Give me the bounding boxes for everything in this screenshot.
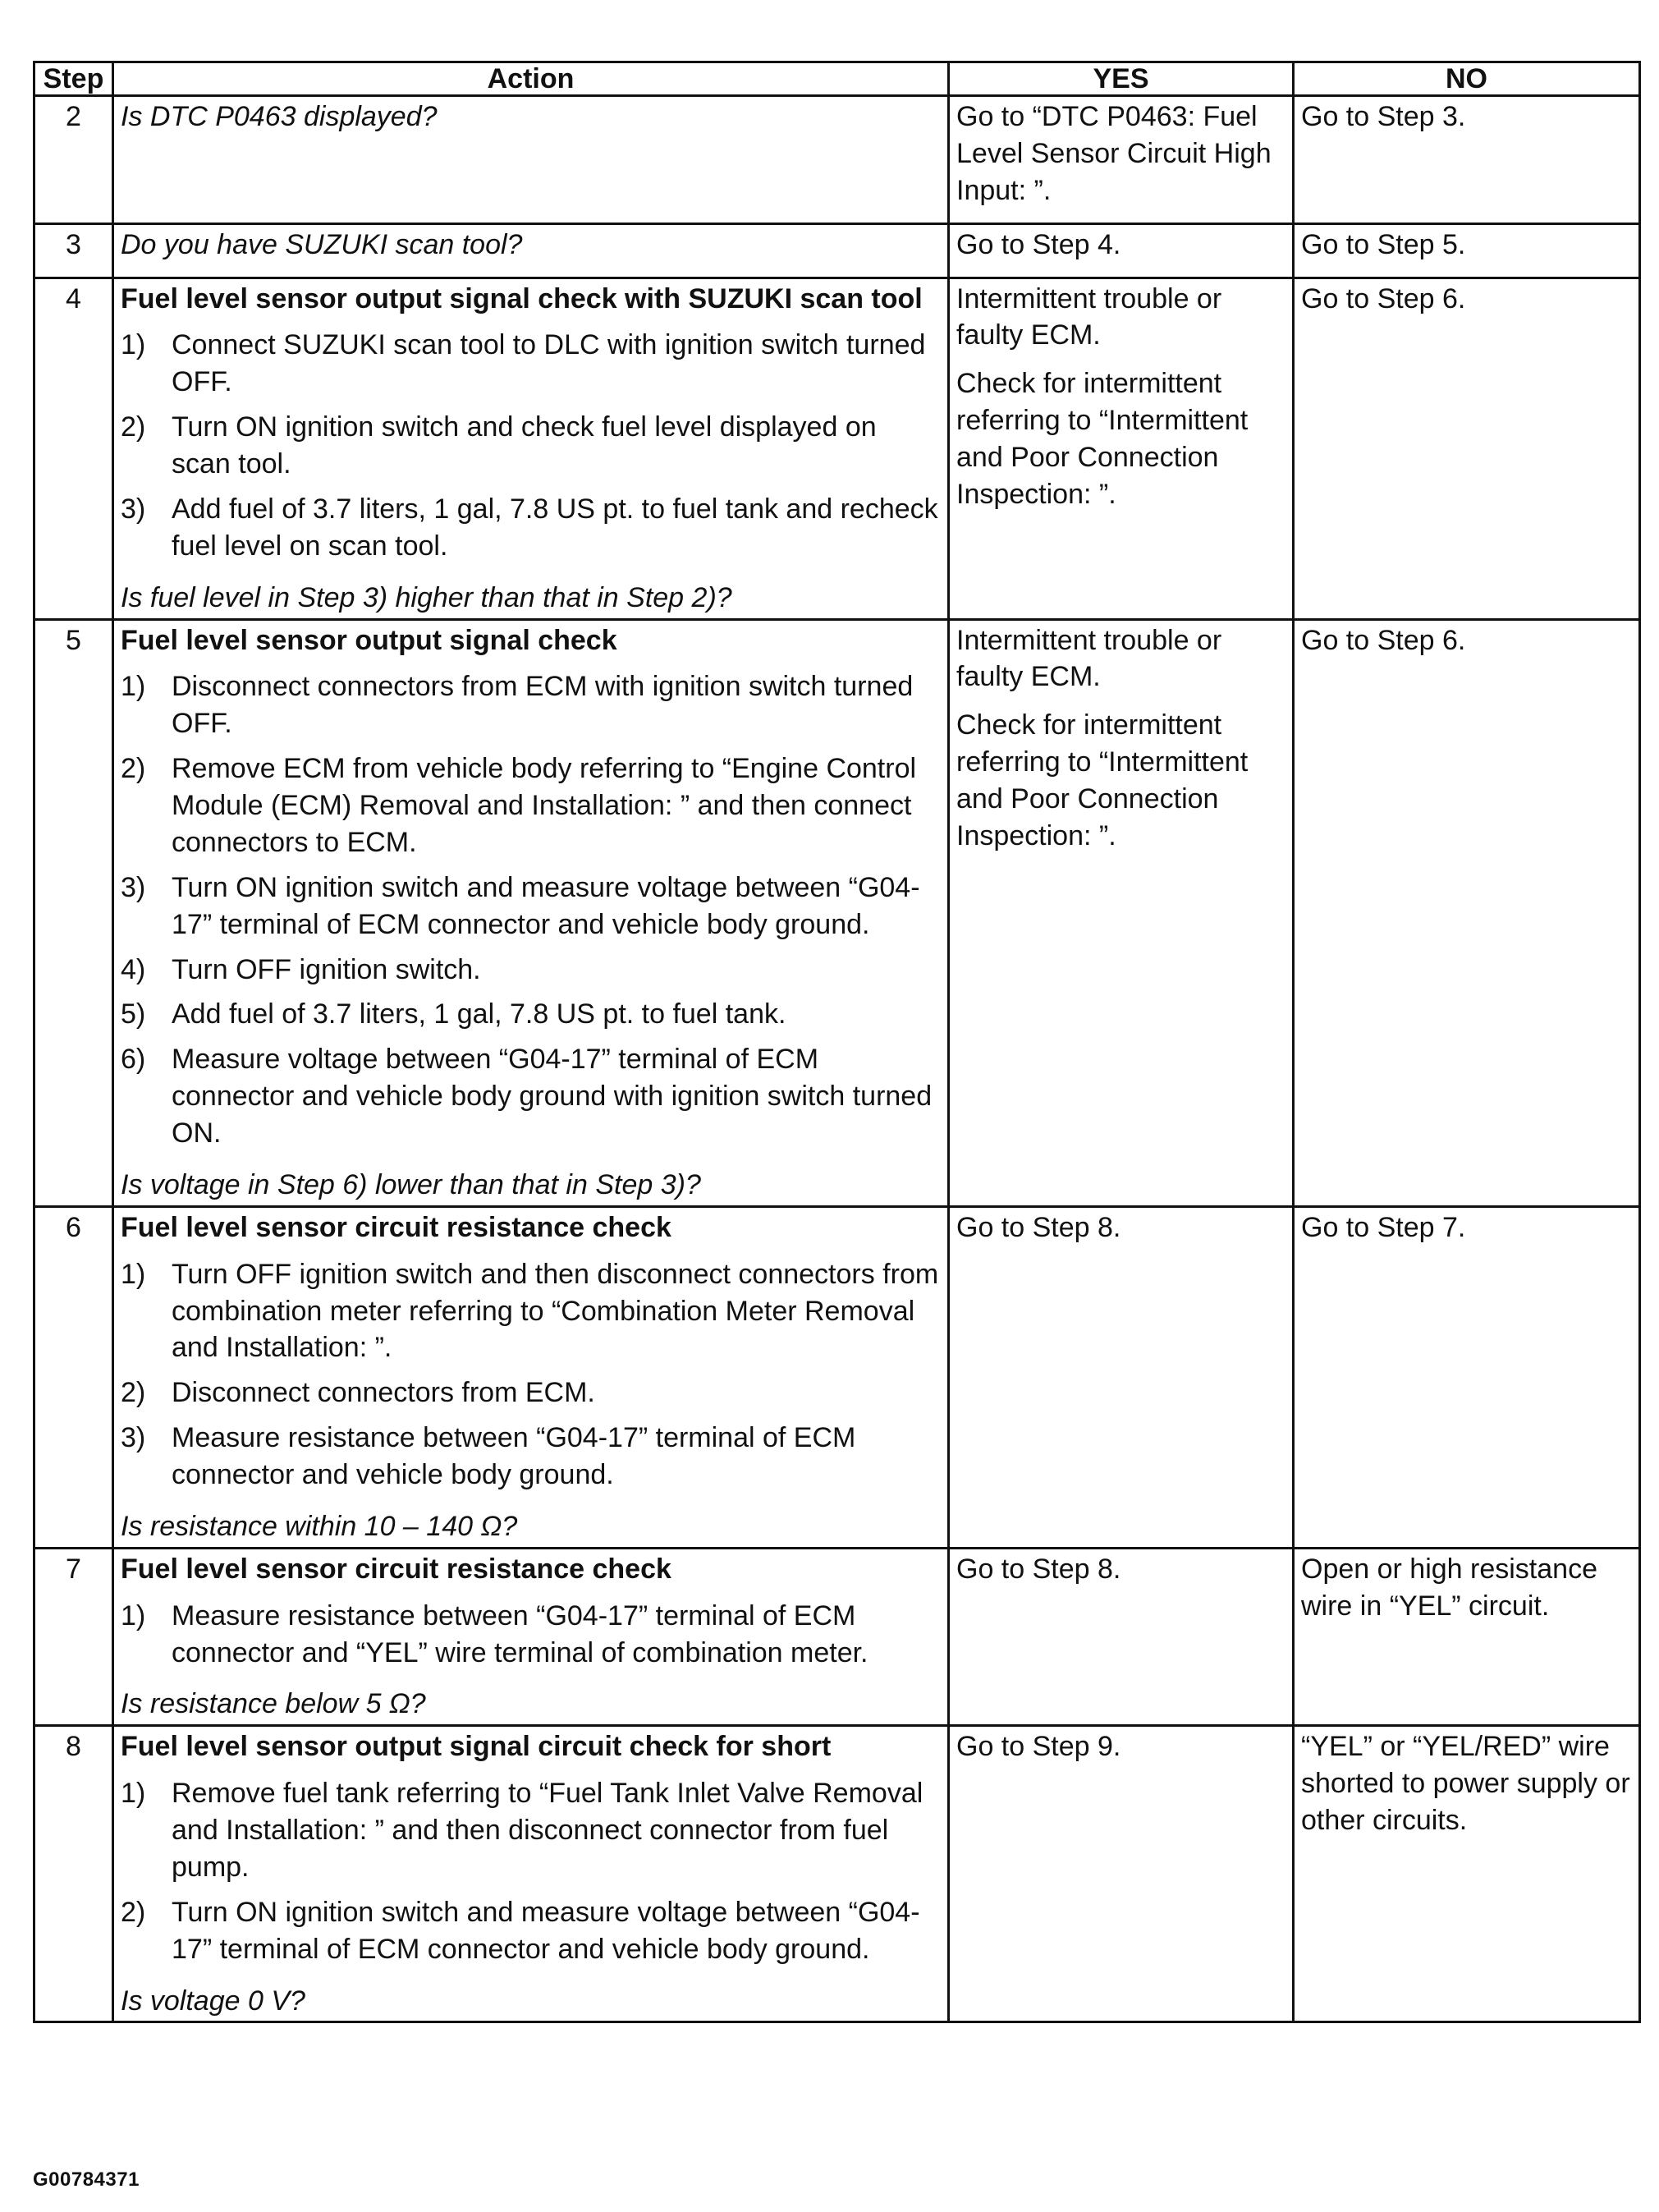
procedure-item-number: 5) xyxy=(121,998,146,1030)
procedure-item-text: Remove ECM from vehicle body referring to “Engine Control Module (ECM) Removal and Installation: ” and then connect connectors to ECM. xyxy=(172,753,917,858)
action-cell xyxy=(113,619,949,1206)
procedure-item xyxy=(121,1894,941,1968)
check-question: Is resistance below 5 Ω? xyxy=(121,1688,426,1720)
procedure-item xyxy=(121,1374,941,1411)
yes-result-text: Go to Step 4. xyxy=(956,228,1121,260)
procedure-item-text: Disconnect connectors from ECM. xyxy=(172,1377,595,1409)
action-title: Fuel level sensor output signal circuit check for short xyxy=(121,1731,832,1763)
no-cell: “YEL” or “YEL/RED” wire shorted to power supply or other circuits. xyxy=(1294,1726,1640,2022)
no-column-header: NO xyxy=(1294,62,1640,96)
yes-result-text: Go to Step 9. xyxy=(956,1731,1121,1763)
procedure-list xyxy=(121,1598,941,1672)
yes-column-header: YES xyxy=(949,62,1294,96)
check-question: Is DTC P0463 displayed? xyxy=(121,101,438,133)
yes-cell xyxy=(949,1726,1294,2022)
yes-cell xyxy=(949,278,1294,619)
check-question: Is resistance within 10 – 140 Ω? xyxy=(121,1510,518,1542)
procedure-item-number: 4) xyxy=(121,953,146,985)
procedure-item-number: 2) xyxy=(121,753,146,785)
procedure-item xyxy=(121,1598,941,1672)
procedure-item-text: Turn OFF ignition switch and then disconnect connectors from combination meter referring to “Combination Meter Removal and Installation: ”. xyxy=(172,1258,939,1364)
procedure-item xyxy=(121,491,941,565)
procedure-item-number: 1) xyxy=(121,329,146,361)
action-title: Fuel level sensor output signal check xyxy=(121,624,617,656)
no-cell: Open or high resistance wire in “YEL” circuit. xyxy=(1294,1548,1640,1726)
procedure-item-text: Remove fuel tank referring to “Fuel Tank Inlet Valve Removal and Installation: ” and then disconnect connector from fuel pump. xyxy=(172,1778,923,1883)
procedure-item-number: 1) xyxy=(121,671,146,703)
table-row xyxy=(34,1726,1640,2022)
procedure-item-number: 1) xyxy=(121,1778,146,1810)
procedure-item-number: 3) xyxy=(121,871,146,903)
procedure-item xyxy=(121,750,941,861)
action-cell xyxy=(113,223,949,278)
action-column-header: Action xyxy=(113,62,949,96)
step-number: 3 xyxy=(34,223,113,278)
procedure-item-text: Measure resistance between “G04-17” terminal of ECM connector and vehicle body ground. xyxy=(172,1422,856,1491)
procedure-item-text: Turn ON ignition switch and measure voltage between “G04-17” terminal of ECM connector and vehicle body ground. xyxy=(172,1896,920,1965)
step-column-header: Step xyxy=(34,62,113,96)
yes-cell xyxy=(949,619,1294,1206)
procedure-item-number: 3) xyxy=(121,1422,146,1454)
procedure-item-text: Measure resistance between “G04-17” terminal of ECM connector and “YEL” wire terminal of combination meter. xyxy=(172,1599,868,1668)
procedure-item-number: 6) xyxy=(121,1044,146,1076)
procedure-item-text: Measure voltage between “G04-17” terminal of ECM connector and vehicle body ground with ignition switch turned ON. xyxy=(172,1044,933,1150)
table-row xyxy=(34,96,1640,224)
procedure-item-text: Turn ON ignition switch and check fuel level displayed on scan tool. xyxy=(172,411,877,480)
yes-cell xyxy=(949,1206,1294,1548)
procedure-item-number: 2) xyxy=(121,411,146,443)
check-question: Is voltage in Step 6) lower than that in Step 3)? xyxy=(121,1168,701,1200)
action-cell xyxy=(113,1206,949,1548)
yes-result-text: Intermittent trouble or faulty ECM. xyxy=(956,282,1222,351)
procedure-item-text: Disconnect connectors from ECM with ignition switch turned OFF. xyxy=(172,671,914,740)
yes-result-text: Go to Step 8. xyxy=(956,1553,1121,1585)
document-id: G00784371 xyxy=(33,2168,140,2191)
check-question: Do you have SUZUKI scan tool? xyxy=(121,228,523,260)
table-body xyxy=(34,96,1640,2022)
table-row xyxy=(34,619,1640,1206)
procedure-item-text: Turn ON ignition switch and measure voltage between “G04-17” terminal of ECM connector and vehicle body ground. xyxy=(172,871,920,940)
step-number: 6 xyxy=(34,1206,113,1548)
procedure-item xyxy=(121,1420,941,1494)
yes-result-text: Intermittent trouble or faulty ECM. xyxy=(956,624,1222,693)
troubleshooting-sheet xyxy=(33,61,1638,2023)
action-title: Fuel level sensor circuit resistance check xyxy=(121,1553,671,1585)
procedure-item xyxy=(121,996,941,1033)
procedure-item-text: Connect SUZUKI scan tool to DLC with ignition switch turned OFF. xyxy=(172,329,926,398)
yes-cell xyxy=(949,223,1294,278)
step-number: 8 xyxy=(34,1726,113,2022)
yes-cell xyxy=(949,96,1294,224)
table-row xyxy=(34,223,1640,278)
step-number: 4 xyxy=(34,278,113,619)
no-cell: Go to Step 6. xyxy=(1294,619,1640,1206)
step-number: 5 xyxy=(34,619,113,1206)
action-cell xyxy=(113,96,949,224)
procedure-item xyxy=(121,1775,941,1886)
action-cell xyxy=(113,1548,949,1726)
procedure-item xyxy=(121,870,941,943)
procedure-item xyxy=(121,1041,941,1152)
action-title: Fuel level sensor circuit resistance check xyxy=(121,1211,671,1243)
procedure-item-text: Add fuel of 3.7 liters, 1 gal, 7.8 US pt. to fuel tank and recheck fuel level on scan tool. xyxy=(172,493,938,562)
no-cell: Go to Step 3. xyxy=(1294,96,1640,224)
procedure-list xyxy=(121,668,941,1152)
action-cell xyxy=(113,1726,949,2022)
procedure-item-number: 1) xyxy=(121,1599,146,1631)
procedure-item-number: 2) xyxy=(121,1377,146,1409)
procedure-list xyxy=(121,1256,941,1494)
check-question: Is voltage 0 V? xyxy=(121,1985,305,2017)
troubleshooting-table xyxy=(33,61,1641,2023)
yes-result-text: Go to “DTC P0463: Fuel Level Sensor Circuit High Input: ”. xyxy=(956,101,1272,206)
no-cell: Go to Step 6. xyxy=(1294,278,1640,619)
procedure-list xyxy=(121,1775,941,1967)
yes-result-text: Check for intermittent referring to “Intermittent and Poor Connection Inspection: ”. xyxy=(956,368,1249,510)
procedure-item-number: 1) xyxy=(121,1258,146,1290)
table-row xyxy=(34,278,1640,619)
action-title: Fuel level sensor output signal check with SUZUKI scan tool xyxy=(121,282,923,314)
procedure-item-number: 2) xyxy=(121,1896,146,1928)
procedure-item-text: Turn OFF ignition switch. xyxy=(172,953,481,985)
procedure-item xyxy=(121,668,941,742)
no-cell: Go to Step 7. xyxy=(1294,1206,1640,1548)
yes-cell xyxy=(949,1548,1294,1726)
step-number: 7 xyxy=(34,1548,113,1726)
procedure-item-number: 3) xyxy=(121,493,146,525)
yes-result-text: Check for intermittent referring to “Intermittent and Poor Connection Inspection: ”. xyxy=(956,709,1249,851)
procedure-list xyxy=(121,327,941,564)
yes-result-text: Go to Step 8. xyxy=(956,1211,1121,1243)
procedure-item xyxy=(121,409,941,483)
procedure-item xyxy=(121,1256,941,1367)
step-number: 2 xyxy=(34,96,113,224)
action-cell xyxy=(113,278,949,619)
table-header-row xyxy=(34,62,1640,96)
no-cell: Go to Step 5. xyxy=(1294,223,1640,278)
check-question: Is fuel level in Step 3) higher than that in Step 2)? xyxy=(121,581,732,613)
table-row xyxy=(34,1548,1640,1726)
table-row xyxy=(34,1206,1640,1548)
procedure-item xyxy=(121,327,941,401)
procedure-item-text: Add fuel of 3.7 liters, 1 gal, 7.8 US pt. to fuel tank. xyxy=(172,998,786,1030)
procedure-item xyxy=(121,952,941,989)
